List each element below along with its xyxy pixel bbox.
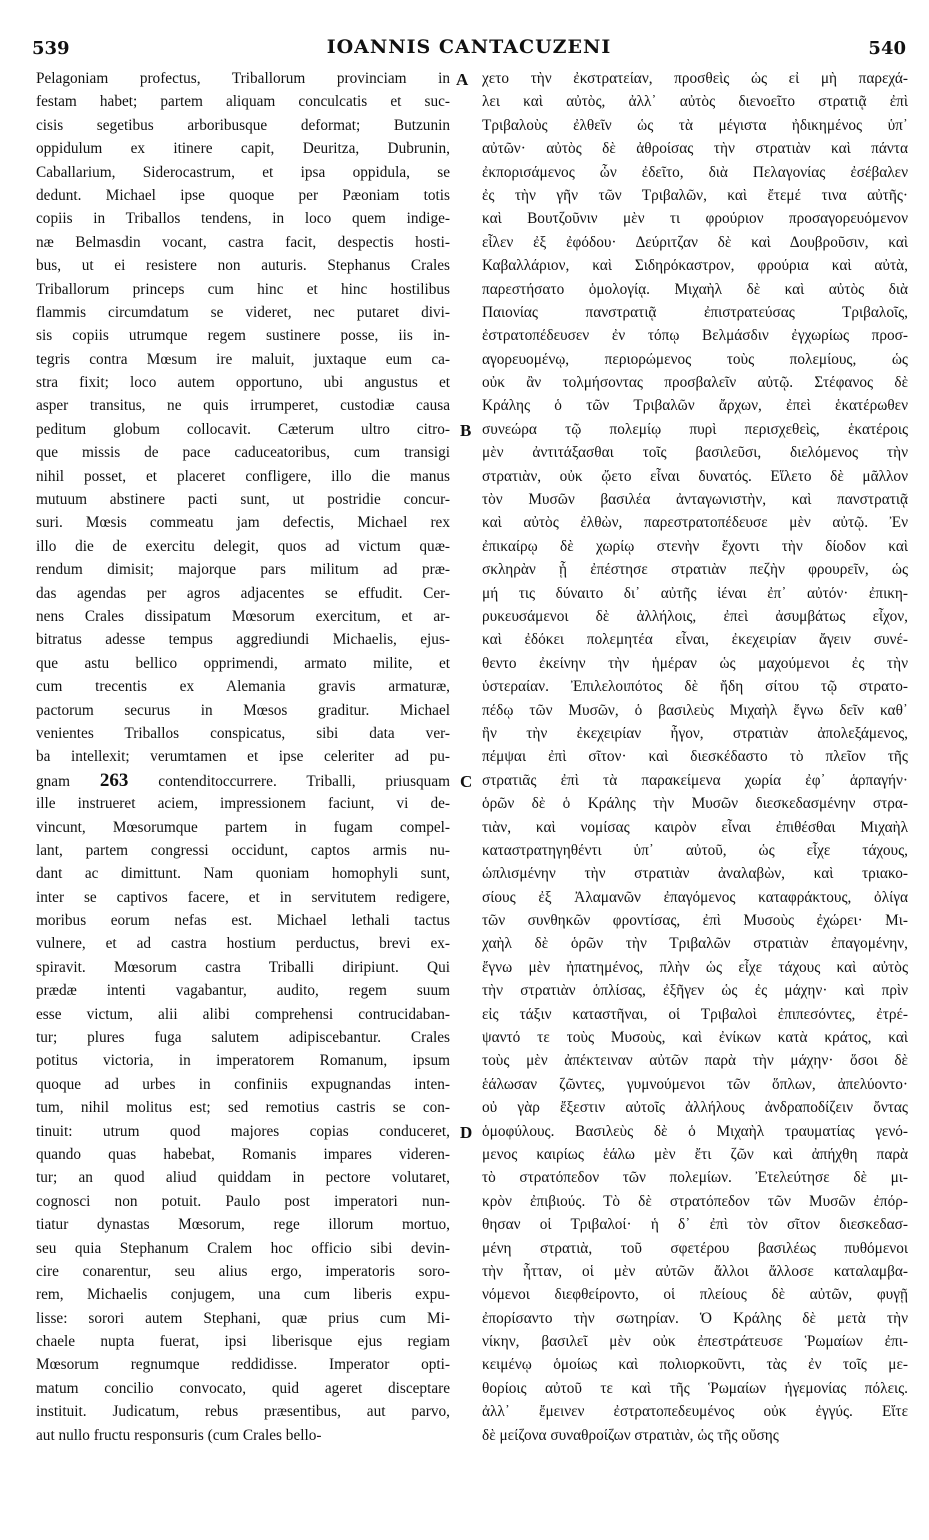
greek-text-line: συνεώρα τῷ πολεμίῳ πυρὶ περισχεθεὶς, ἑκατέροις [482,420,908,438]
greek-column [482,67,908,1447]
greek-text-line: τὴν στρατιὰν ὁπλίσας, ἐξῆγεν ὡς ἐς μάχην· καὶ πρὶν [482,982,908,1000]
greek-text-line: τὸ στρατόπεδον τῶν πολεμίων. Ἐτελεύτησε δὲ μι- [482,1169,908,1187]
greek-text-line: ἐς τὴν γῆν τῶν Τριβαλῶν, καὶ ἔτεμέ τινα αὐτῆς· [482,186,908,204]
greek-text-line: κρὸν ἐπιβιούς. Τὸ δὲ στρατόπεδον τῶν Μυσῶν ἐπόρ- [482,1192,908,1210]
greek-text-line: οὐκ ἂν τολμήσοντας προσβαλεῖν αὐτῷ. Στέφανος δὲ [482,374,908,392]
latin-text-line: sis copiis utrumque regem sustinere posse, iis in- [36,327,450,345]
greek-text-line: πέδῳ τῶν Μυσῶν, ὁ βασιλεὺς Μιχαὴλ ἔγνω δεῖν καθ᾽ [482,701,908,719]
greek-text-line: χαὴλ δὲ ὁρῶν τὴν Τριβαλῶν στρατιὰν ἐπαγομένην, [482,935,908,953]
greek-text-line: δὲ μείζονα συναθροίζων στρατιὰν, ὡς τῆς οὔσης [482,1426,779,1444]
greek-text-line: ἔγνω μὲν ἠπατημένος, πλὴν ὡς εἶχε τάχους καὶ αὐτὸς [482,958,908,976]
latin-text-line: ba intellexit; verumtamen et ipse celeriter ad pu- [36,748,450,766]
latin-text-line: nihil posset, et placeret confligere, illo die manus [36,467,450,485]
greek-text-line: μή τις δύναιτο δι᾽ αὐτῆς ἰέναι ἐπ᾽ αὐτόν· ἐπικη- [482,584,908,602]
greek-text-line: ψαντό τε τοὺς Μυσοὺς, καὶ ἐνίκων κατὰ κράτος, καὶ [482,1029,908,1047]
greek-text-line: εἷλεν ἐξ ἐφόδου· Δεύριτζαν δὲ καὶ Δουβροῦσιν, καὶ [482,233,908,251]
greek-text-line: τὸν Μυσῶν βασιλέα ἀνταγωνιστὴν, καὶ πανστρατιᾷ [482,491,908,509]
margin-letter-a: A [456,70,469,89]
latin-text-line: spiravit. Mœsorum castra Triballi diripiunt. Qui [36,958,450,976]
page-number-left: 539 [32,38,70,59]
greek-text-line: στρατιὰν, οὐκ ᾤετο εἶναι δυνατός. Εἵλετο δὲ μᾶλλον [482,467,908,485]
greek-text-line: θορίοις αὐτοῦ τε καὶ τῆς Ῥωμαίων ἡγεμονίας πόλεις. [482,1379,908,1397]
greek-text-line: Κράλης ὁ τῶν Τριβαλῶν ἄρχων, ἐπεὶ ἑκατέρωθεν [482,397,908,415]
latin-text-line: venientes Triballos conspicatus, sibi data ver- [36,724,450,742]
latin-text-line: pactorum securus in Mœsos graditur. Michael [36,701,450,719]
greek-text-line: καὶ ἐδόκει πολεμητέα εἶναι, ἐκεχειρίαν ἄγειν συνέ- [482,631,908,649]
greek-text-line: τῶν συνθηκῶν φροντίσας, ἐπὶ Μυσοὺς ἐχώρει· Μι- [482,912,908,930]
latin-text-line: dedunt. Michael ipse quoque per Pæoniam totis [36,186,450,204]
greek-text-line: ἣν τὴν ἐκεχειρίαν ἦγον, στρατιὰν ἀπολεξάμενος, [482,724,908,742]
greek-text-line: αγορευομένῳ, περιορώμενος τοὺς πολεμίους, ὡς [482,350,908,368]
greek-text-line: Καβαλλάριον, καὶ Σιδηρόκαστρον, φρούρια καὶ αὐτὰ, [482,257,908,275]
greek-text-line: νόμενοι διεφθείροντο, οἱ πλείους δὲ αὐτῶν, φυγῇ [482,1286,908,1304]
latin-text-line: esse victum, alii alibi comprehensi contrucidaban- [36,1005,450,1023]
latin-text-line: prædæ intenti vagabantur, audito, regem suum [36,982,450,1000]
latin-text-line: mutuum abstinere pacti sunt, ut postridie concur- [36,491,450,509]
latin-text-line: quando quas habebat, Romanis impares videren- [36,1145,450,1163]
greek-text-line: μένη στρατιὰ, τοῦ σφετέρου βασιλέως πυθόμενοι [482,1239,908,1257]
margin-letter-b: B [460,421,472,440]
latin-text-line: ille instrueret aciem, impressionem faciunt, vi de- [36,795,450,813]
page-number-right: 540 [868,38,906,59]
margin-letter-d: D [460,1123,473,1142]
latin-text-line: seu quia Stephanum Cralem hoc officio sibi devin- [36,1239,450,1257]
greek-text-line: ὡπλισμένην τὴν στρατιὰν ἀναλαβὼν, καὶ τριακο- [482,865,908,883]
greek-text-line: θεντο ἐκείνην τὴν ἡμέραν ὡς μαχούμενοι ἐς τὴν [482,654,908,672]
greek-text-line: στρατιᾶς ἐπὶ τὰ παρακείμενα χωρία ἐφ᾽ ἁρπαγήν· [482,771,908,789]
latin-text-line: tur; plures fuga salutem adipiscebantur. Crales [36,1029,450,1047]
greek-text-line: ἐκπορισάμενος ὧν ἐδεῖτο, διὰ Πελαγονίας ἐσέβαλεν [482,163,908,181]
greek-text-line: χετο τὴν ἐκστρατείαν, προσθεὶς ὡς εἰ μὴ παρεχά- [482,70,908,87]
greek-text-line: ὁρῶν δὲ ὁ Κράλης τὴν Μυσῶν διεσκεδασμένην στρα- [482,795,908,813]
latin-text-line: rem, Michaelis conjugem, una cum liberis expu- [36,1286,450,1304]
latin-text-line: chaele nupta fuerat, ipsi liberisque ejus regiam [36,1333,450,1351]
latin-text-line: inter se captivos facere, et in servitutem redigere, [36,888,450,906]
greek-text-line: τιὰν, καὶ νομίσας καιρὸν εἶναι ἐπιθέσθαι Μιχαὴλ [482,818,908,836]
latin-text-line: das agendas per agros adjacentes se effudit. Cer- [36,584,450,602]
greek-text-line: καὶ Βουτζοῦνιν μὲν τι φρούριον προσαγορευόμενον [482,210,908,228]
latin-text-line: tinuit: utrum quod majores copias conduceret, [36,1122,450,1140]
greek-text-line: ἐπικαίρῳ δὲ χωρίῳ στενὴν ἔχοντι τὴν δίοδον καὶ [482,537,908,555]
greek-text-line: μὲν ἀντιτάξασθαι τοῖς βασιλεῦσι, διελόμενος τὴν [482,444,908,462]
greek-text-line: Τριβαλοὺς ἐλθεῖν ὡς τὰ μέγιστα ἠδικημένος ὑπ᾽ [482,116,908,134]
latin-text-line: quoque ad urbes in confiniis expugnandas inten- [36,1075,450,1093]
greek-text-line: ἀλλ᾽ ἔμεινεν ἐστρατοπεδευμένος οὐκ ἐγγύς. Εἴτε [482,1403,908,1421]
greek-text-line: λει καὶ αὐτὸς, ἀλλ᾽ αὐτὸς διενοεῖτο στρατιᾷ ἐπὶ [482,93,908,111]
latin-text-line: gnam 263 contenditoccurrere. Triballi, priusquam [36,769,450,791]
greek-text-line: αὐτῶν· αὐτὸς δὲ ἀθροίσας τὴν στρατιὰν καὶ πάντα [482,140,908,158]
greek-text-line: οὐ γὰρ ἔξεστιν αὐτοῖς ἀλλήλους ἀνδραποδίζειν ὄντας [482,1099,908,1117]
greek-text-line: Παιονίας πανστρατιᾷ ἐπιστρατεύσας Τριβαλοῖς, [482,303,908,321]
margin-letter-c: C [460,772,473,791]
greek-text-line: καταστρατηγηθέντι ὑπ᾽ αὐτοῦ, ὡς εἶχε τάχους, [482,841,908,859]
latin-text-line: Caballarium, Siderocastrum, et ipsa oppidula, se [36,163,450,181]
greek-text-line: σκληρὰν ᾗ ἐπέστησε στρατιὰν πεζὴν φρουρεῖν, ὡς [482,561,908,579]
latin-text-line: cisis segetibus arboribusque deformat; Butzunin [36,116,450,134]
latin-text-line: dant ac dimittunt. Nam quoniam homophyli sunt, [36,865,450,883]
greek-text-line: νίκην, βασιλεῖ μὲν οὐκ ἐπεστράτευσε Ῥωμαίων ἐπι- [482,1333,908,1351]
latin-text-line: nens Crales dissipatum Mœsorum exercitum, et ar- [36,607,450,625]
latin-text-line: oppidulum ex itinere capit, Deuritza, Dubrunin, [36,140,450,158]
latin-text-line: Mœsorum regnumque reddidisse. Imperator opti- [36,1356,450,1374]
latin-text-line: moribus eorum nefas est. Michael lethali tactus [36,912,450,930]
latin-text-line: vulnere, et ad castra hostium perductus, brevi ex- [36,935,450,953]
latin-text-line: matum concilio convocato, quid ageret disceptare [36,1379,450,1397]
latin-text-line: næ Belmasdin vocant, castra facit, despectis hosti- [36,233,450,251]
latin-text-line: Triballorum princeps cum hinc et hinc hostilibus [36,280,450,298]
latin-text-line: cire conarentur, seu alius ergo, imperatoris soro- [36,1262,450,1280]
greek-text-line: τὴν ἧτταν, οἱ μὲν αὐτῶν ἄλλοι ἄλλοσε καταλαμβα- [482,1262,908,1280]
greek-text-line: ἐπορίσαντο τὴν σωτηρίαν. Ὁ Κράλης δὲ μετὰ τὴν [482,1309,908,1327]
greek-text-line: ὑστεραίαν. Ἐπιλελοιπότος δὲ ἤδη σίτου τῷ στρατο- [482,678,908,696]
latin-text-line: tum, nihil molitus est; sed remotius castris se con- [36,1099,450,1117]
greek-text-line: ἑάλωσαν ζῶντες, γυμνούμενοι τῶν ὅπλων, ἀπελύοντο· [482,1075,908,1093]
latin-text-line: rendum dimisit; majorque pars militum ad præ- [36,561,450,579]
greek-text-line: κειμένῳ ὁμοίως καὶ πολιορκοῦντι, τὰς ἐν τοῖς με- [482,1356,908,1374]
latin-text-line: cognosci non potuit. Paulo post imperatori nun- [36,1192,450,1210]
greek-text-line: ὁμοφύλους. Βασιλεὺς δὲ ὁ Μιχαὴλ τραυματίας γενό- [482,1122,908,1140]
latin-text-line: que astu bellico opprimendi, armato milite, et [36,654,450,672]
page-header [32,36,906,66]
latin-column [36,67,450,1447]
greek-text-line: τοὺς μὲν ἀπέκτειναν αὐτῶν παρὰ τὴν μάχην· ὅσοι δὲ [482,1052,908,1070]
greek-text-line: μενος καιρίως ἑάλω μὲν ἔτι ζῶν καὶ ἀπήχθη παρὰ [482,1145,908,1163]
greek-text-line: εἰς τάξιν καταστῆναι, οἱ Τριβαλοὶ ἐπιπεσόντες, ἐτρέ- [482,1005,908,1023]
latin-text-line: tegris contra Mœsum ire maluit, juxtaque eum ca- [36,350,450,368]
greek-text-line: πέμψαι ἐπὶ σῖτον· καὶ διεσκέδαστο τὸ πλεῖον τῆς [482,748,908,766]
latin-text-line: copiis in Triballos tendens, in loco quem indige- [36,210,450,228]
latin-text-line: suri. Mœsis commeatu jam defectis, Michael rex [36,514,450,532]
latin-text-line: vincunt, Mœsorumque partem in fugam compel- [36,818,450,836]
latin-text-line: illo die de exercitu delegit, quos ad victum quæ- [36,537,450,555]
greek-text-line: ἐστρατοπέδευσεν ἐν τόπῳ Βελμάσδιν ἐγχωρίως προσ- [482,327,908,345]
latin-text-line: peditum globum collocavit. Cæterum ultro citro- [36,420,450,438]
latin-text-line: asper transitus, ne quis irrumperet, custodiæ causa [36,397,450,415]
greek-text-line: καὶ αὐτὸς ἐλθὼν, παρεστρατοπέδευσε μὲν αὐτῷ. Ἐν [482,514,908,532]
latin-text-line: aut nullo fructu responsuris (cum Crales bello- [36,1426,322,1444]
latin-text-line: cum trecentis ex Alemania gravis armaturæ, [36,678,450,696]
latin-text-line: flammis circumdatum se videret, nec putaret divi- [36,303,450,321]
latin-text-line: stra fixit; loco autem opportuno, ubi angustus et [36,374,450,392]
latin-text-line: bus, ut ei resistere non auturis. Stephanus Crales [36,257,450,275]
latin-text-line: Pelagoniam profectus, Triballorum provinciam in [36,70,450,87]
latin-text-line: lisse: sorori autem Stephani, quæ prius cum Mi- [36,1309,450,1327]
latin-text-line: tur; an quod aliud quiddam in pectore volutaret, [36,1169,450,1187]
latin-text-line: tiatur dynastas Mœsorum, rege illorum mortuo, [36,1216,450,1234]
greek-text-line: ρυκευσάμενοι δὲ ἀλλήλοις, ἐπεὶ ἀσυμβάτως εἶχον, [482,607,908,625]
latin-text-line: lant, partem congressi occidunt, captos armis nu- [36,841,450,859]
running-title: IOANNIS CANTACUZENI [326,36,612,58]
greek-text-line: σίους ἐξ Ἀλαμανῶν ἐπαγόμενος καταφράκτους, ὀλίγα [482,888,908,906]
latin-text-line: bitratus adesse tempus aggrediundi Michaelis, ejus- [36,631,450,649]
latin-text-line: potitus victoria, in imperatorem Romanum, ipsum [36,1052,450,1070]
greek-text-line: παρεστήσατο ὁμολογίᾳ. Μιχαὴλ δὲ καὶ αὐτὸς διὰ [482,280,908,298]
latin-text-line: que missis de pace caduceatoribus, cum transigi [36,444,450,462]
latin-text-line: festam habet; partem aliquam conculcatis et suc- [36,93,450,111]
greek-text-line: θησαν οἱ Τριβαλοί· ἡ δ᾽ ἐπὶ τὸν σῖτον διεσκεδασ- [482,1216,908,1234]
column-number: 263 [99,769,129,791]
latin-text-line: instituit. Judicatum, rebus præsentibus, aut parvo, [36,1403,450,1421]
